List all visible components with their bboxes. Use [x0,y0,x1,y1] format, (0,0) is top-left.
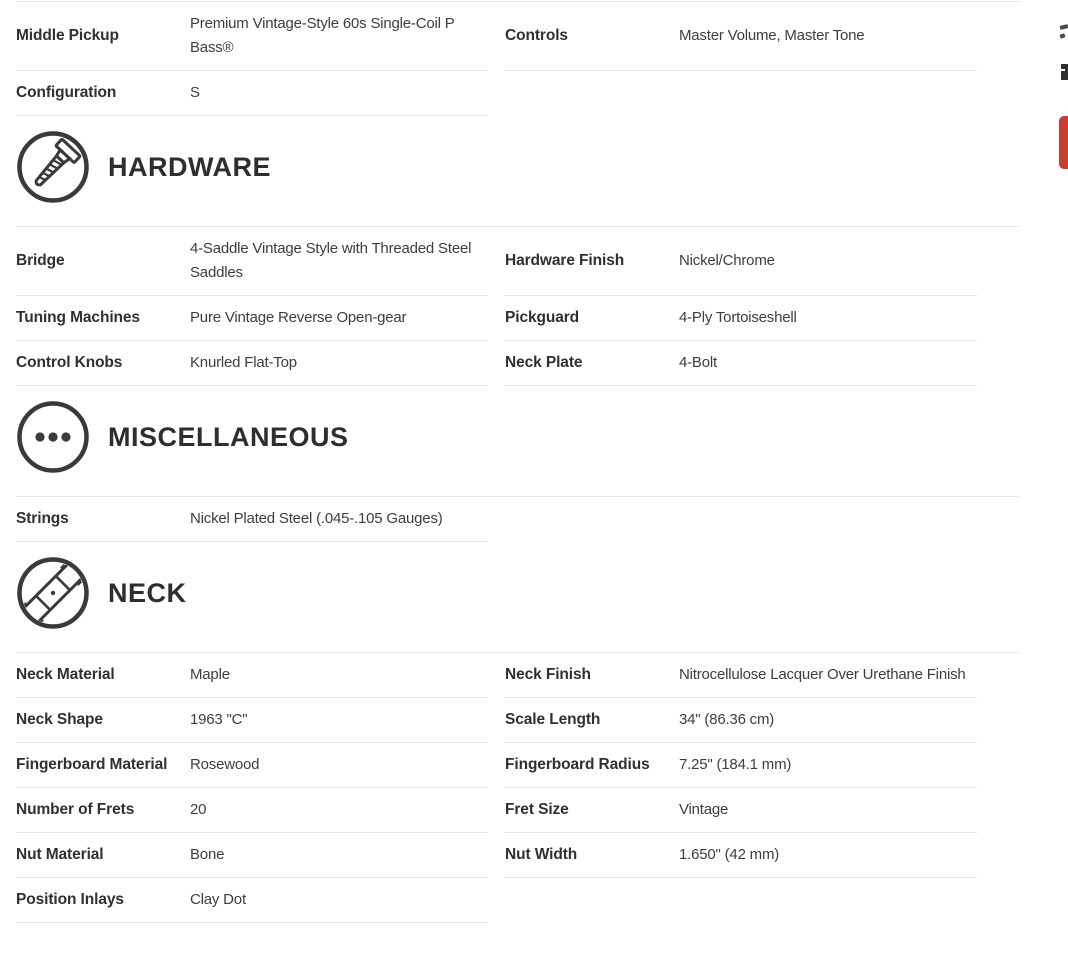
spec-row [505,788,977,833]
spec-sheet [0,1,1068,923]
spec-row [505,743,977,788]
spec-label: Tuning Machines [16,309,140,326]
spec-label: Pickguard [505,309,580,326]
spec-value: Nickel/Chrome [679,252,775,269]
spec-label: Hardware Finish [505,252,625,269]
spec-label: Controls [505,27,568,44]
spec-row [505,341,977,386]
spec-value: Nickel Plated Steel (.045-.105 Gauges) [190,510,443,527]
spec-row [16,788,487,833]
spec-row [16,878,487,923]
spec-value: Pure Vintage Reverse Open-gear [190,309,407,326]
spec-label: Control Knobs [16,354,123,371]
spec-table-neck [16,653,977,923]
spec-value: 1.650" (42 mm) [679,846,780,863]
spec-label: Bridge [16,252,65,269]
section-title: NECK [108,577,187,608]
spec-value: Clay Dot [190,891,246,908]
spec-row [16,833,487,878]
spec-label: Nut Width [505,846,578,863]
spec-row [505,698,977,743]
spec-value: 34" (86.36 cm) [679,711,775,728]
spec-value: 4-Saddle Vintage Style with Threaded Steel Saddles [190,240,472,281]
spec-table-electronics [16,2,977,116]
spec-value: Vintage [679,801,729,818]
spec-label: Number of Frets [16,801,135,818]
truncated-text-fragment [1061,64,1068,80]
spec-label: Scale Length [505,711,601,728]
spec-label: Nut Material [16,846,104,863]
spec-label: Position Inlays [16,891,124,908]
right-rail-clipped [1059,1,1068,301]
spec-row [16,743,487,788]
spec-row-empty [505,71,977,116]
spec-row [16,227,487,296]
spec-row [16,341,487,386]
guitar-neck-icon [16,556,90,630]
spec-row [16,653,487,698]
section-header-miscellaneous [16,400,1068,474]
add-to-cart-button-fragment[interactable] [1059,116,1068,169]
spec-value: 4-Ply Tortoiseshell [679,309,797,326]
spec-row [505,227,977,296]
truncated-text-fragment [1060,24,1068,30]
section-header-neck [16,556,1068,630]
spec-label: Neck Material [16,666,115,683]
ellipsis-icon [16,400,90,474]
spec-value: Nitrocellulose Lacquer Over Urethane Finish [679,666,966,683]
spec-row-empty [505,878,977,923]
spec-label: Fingerboard Radius [505,756,650,773]
spec-table-miscellaneous [16,497,977,542]
spec-row [505,653,977,698]
section-title: HARDWARE [108,151,271,182]
spec-value: S [190,84,200,101]
screw-icon [16,130,90,204]
spec-value: 1963 "C" [190,711,248,728]
spec-label: Fret Size [505,801,569,818]
spec-label: Neck Shape [16,711,103,728]
spec-value: Rosewood [190,756,260,773]
spec-row-empty [505,497,977,542]
spec-value: 20 [190,801,207,818]
spec-table-hardware [16,227,977,386]
truncated-text-fragment [1059,33,1065,38]
spec-row [16,2,487,71]
section-header-hardware [16,130,1068,204]
spec-label: Neck Finish [505,666,591,683]
spec-value: 4-Bolt [679,354,717,371]
spec-row [16,71,487,116]
spec-value: 7.25" (184.1 mm) [679,756,792,773]
spec-value: Maple [190,666,230,683]
spec-row [505,833,977,878]
spec-label: Neck Plate [505,354,583,371]
spec-value: Knurled Flat-Top [190,354,297,371]
spec-row [505,2,977,71]
section-title: MISCELLANEOUS [108,421,349,452]
spec-row [16,497,487,542]
spec-value: Bone [190,846,225,863]
spec-label: Strings [16,510,69,527]
spec-label: Configuration [16,84,117,101]
spec-value: Premium Vintage-Style 60s Single-Coil P Bass® [190,15,455,56]
spec-row [16,698,487,743]
spec-row [16,296,487,341]
spec-label: Middle Pickup [16,27,119,44]
spec-label: Fingerboard Material [16,756,168,773]
spec-value: Master Volume, Master Tone [679,27,865,44]
spec-row [505,296,977,341]
